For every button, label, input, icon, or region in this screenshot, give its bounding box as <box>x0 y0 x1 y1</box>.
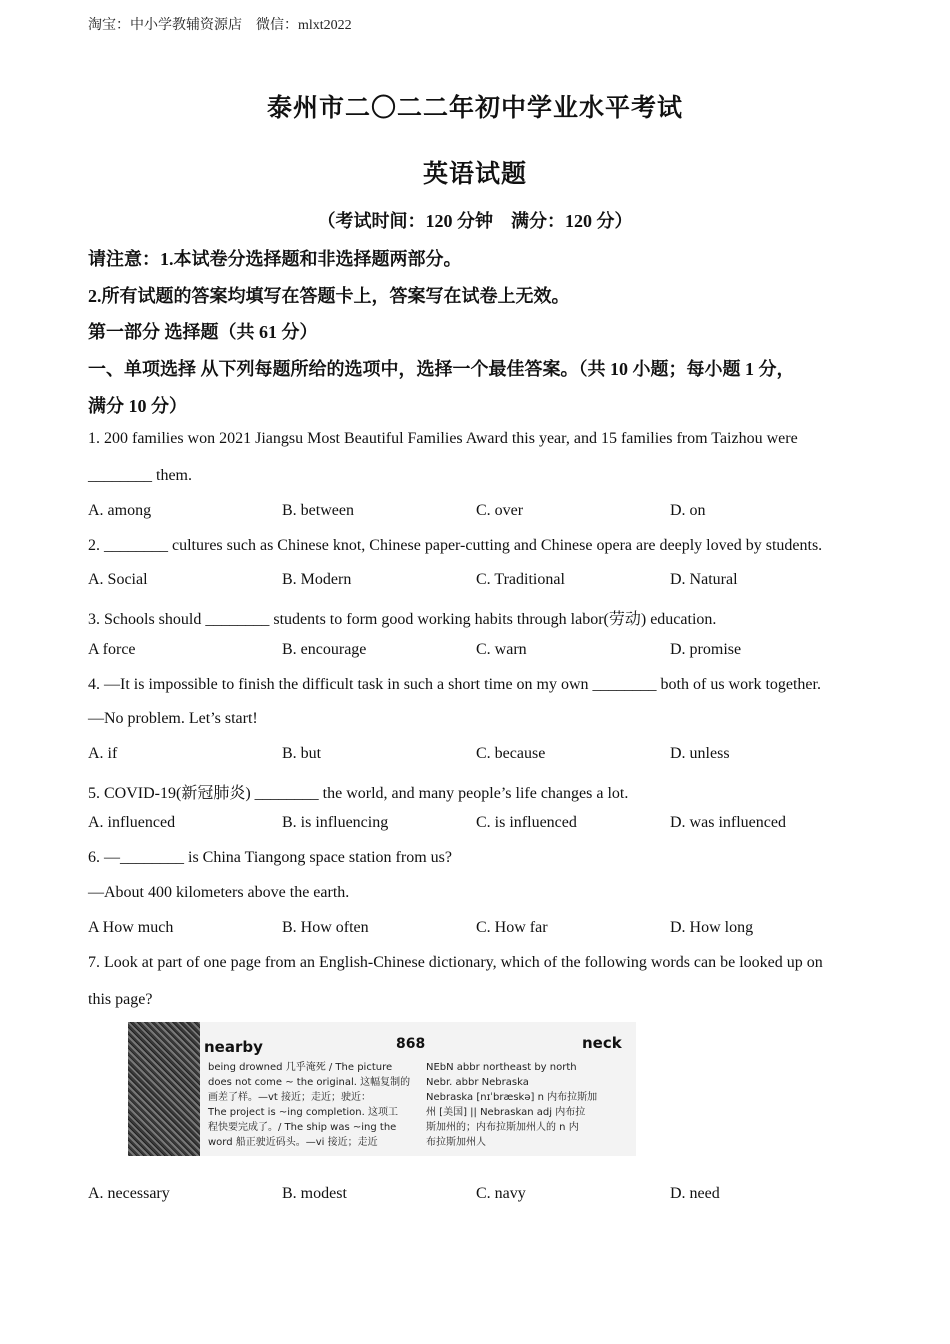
question-7-text: 7. Look at part of one page from an English-Chinese dictionary, which of the following words can be looked up on <box>88 954 823 971</box>
dict-line: 程快要完成了。/ The ship was ~ing the <box>208 1122 397 1133</box>
option-b: B. but <box>282 745 322 762</box>
option-d: D. on <box>670 502 706 519</box>
option-a: A. influenced <box>88 814 176 831</box>
subject-title: 英语试题 <box>422 161 527 188</box>
question-3-text: 3. Schools should ________ students to form good working habits through labor(劳动) education. <box>88 611 717 628</box>
question-4-text-cont: —No problem. Let’s start! <box>88 710 258 727</box>
dict-line: The project is ~ing completion. 这项工 <box>208 1107 398 1118</box>
notice-1: 请注意：1.本试卷分选择题和非选择题两部分。 <box>88 249 462 269</box>
option-c: C. over <box>476 502 524 519</box>
page-number: 868 <box>396 1036 426 1052</box>
option-a: A force <box>88 641 136 658</box>
exam-info: （考试时间：120 分钟 满分：120 分） <box>317 211 633 231</box>
option-a: A. Social <box>88 571 148 588</box>
option-b: B. modest <box>282 1185 347 1202</box>
option-d: D. promise <box>670 641 742 658</box>
question-1-text-cont: ________ them. <box>88 467 192 484</box>
option-b: B. How often <box>282 919 369 936</box>
option-d: D. unless <box>670 745 730 762</box>
question-6-text-cont: —About 400 kilometers above the earth. <box>88 884 350 901</box>
dict-line: 斯加州的；内布拉斯加州人的 n 内 <box>426 1122 579 1133</box>
dict-line: 布拉斯加州人 <box>426 1137 486 1148</box>
dict-line: Nebr. abbr Nebraska <box>426 1077 529 1088</box>
dictionary-left-column <box>208 1060 410 1150</box>
question-1-text: 1. 200 families won 2021 Jiangsu Most Beautiful Families Award this year, and 15 families from Taizhou were <box>88 430 798 447</box>
option-c: C. because <box>476 745 546 762</box>
part-1-heading: 第一部分 选择题（共 61 分） <box>88 322 318 342</box>
option-c: C. warn <box>476 641 527 658</box>
scan-margin <box>88 1022 128 1156</box>
option-b: B. Modern <box>282 571 352 588</box>
exam-title: 泰州市二〇二二年初中学业水平考试 <box>266 95 683 122</box>
dict-line: Nebraska [nɪˈbræskə] n 内布拉斯加 <box>426 1092 598 1103</box>
question-7-text-cont: this page? <box>88 991 153 1008</box>
option-c: C. Traditional <box>476 571 565 588</box>
dict-line: 画差了样。—vt 接近；走近；驶近： <box>208 1092 372 1103</box>
option-c: C. navy <box>476 1185 526 1202</box>
dict-line: does not come ~ the original. 这幅复制的 <box>208 1077 411 1088</box>
dictionary-page-image <box>88 1022 636 1156</box>
question-4-text: 4. —It is impossible to finish the difficult task in such a short time on my own ________ both of us work together. <box>88 676 821 693</box>
section-1-instructions-cont: 满分 10 分） <box>88 396 187 416</box>
option-a: A. among <box>88 502 152 519</box>
notice-2: 2.所有试题的答案均填写在答题卡上，答案写在试卷上无效。 <box>88 286 570 306</box>
question-5-text: 5. COVID-19(新冠肺炎) ________ the world, and many people’s life changes a lot. <box>88 785 629 802</box>
option-c: C. How far <box>476 919 548 936</box>
option-b: B. between <box>282 502 354 519</box>
option-a: A. if <box>88 745 118 762</box>
option-b: B. is influencing <box>282 814 389 831</box>
dict-line: NEbN abbr northeast by north <box>426 1062 577 1073</box>
dict-line: being drowned 几乎淹死 / The picture <box>208 1062 393 1073</box>
option-d: D. Natural <box>670 571 738 588</box>
section-1-instructions: 一、单项选择 从下列每题所给的选项中，选择一个最佳答案。（共 10 小题；每小题 1 分， <box>88 359 795 379</box>
option-d: D. was influenced <box>670 814 786 831</box>
guide-word-right: neck <box>582 1034 622 1052</box>
question-6-text: 6. —________ is China Tiangong space station from us? <box>88 849 452 866</box>
dict-line: word 船正驶近码头。—vi 接近；走近 <box>208 1137 378 1148</box>
option-d: D. need <box>670 1185 720 1202</box>
option-b: B. encourage <box>282 641 367 658</box>
guide-word-left: nearby <box>204 1038 263 1056</box>
dictionary-right-column <box>426 1060 597 1150</box>
option-d: D. How long <box>670 919 754 936</box>
header-watermark: 淘宝：中小学教辅资源店 微信：mlxt2022 <box>88 18 352 33</box>
dict-line: 州 [美国] || Nebraskan adj 内布拉 <box>426 1107 586 1118</box>
option-c: C. is influenced <box>476 814 577 831</box>
question-2-text: 2. ________ cultures such as Chinese knot, Chinese paper-cutting and Chinese opera are deeply loved by students. <box>88 537 823 554</box>
option-a: A How much <box>88 919 174 936</box>
option-a: A. necessary <box>88 1185 170 1202</box>
